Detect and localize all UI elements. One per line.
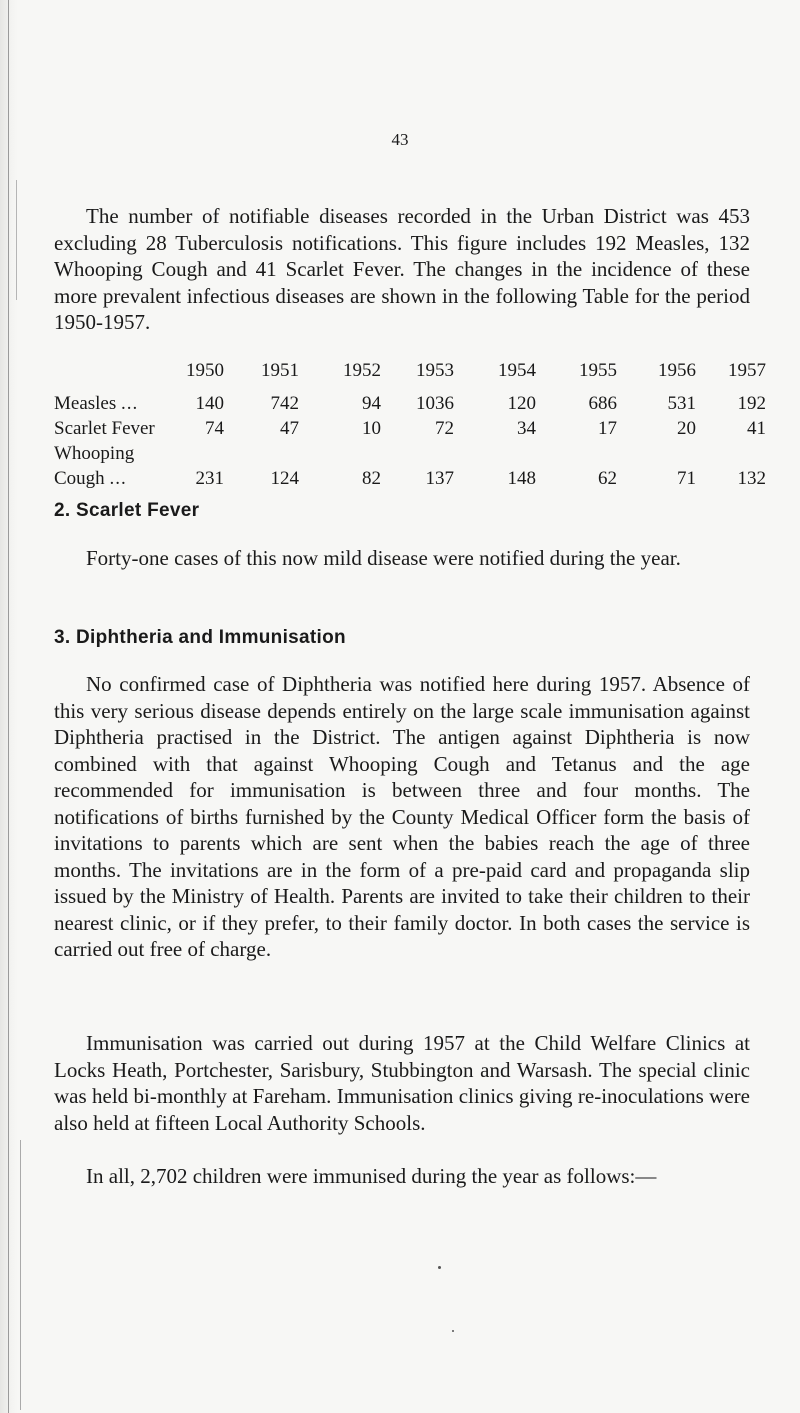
table-cell: 74: [205, 418, 224, 439]
year-header: 1953: [416, 360, 454, 381]
table-cell: 20: [677, 418, 696, 439]
row-label: Whooping: [54, 443, 135, 464]
intro-paragraph: [54, 203, 750, 336]
table-cell: 94: [362, 393, 381, 414]
scan-border-line: [8, 0, 9, 1413]
year-header: 1957: [728, 360, 766, 381]
scan-speck: [438, 1266, 441, 1269]
section-heading-diphtheria: 3. Diphtheria and Immunisation: [54, 627, 346, 648]
immunised-total-text: In all, 2,702 children were immunised during the year as follows:—: [86, 1164, 657, 1188]
table-row-whooping-label: [54, 443, 744, 468]
section-heading-scarlet-fever: 2. Scarlet Fever: [54, 500, 200, 521]
scarlet-fever-paragraph: [54, 545, 750, 572]
table-cell: 148: [507, 468, 536, 489]
table-cell: 72: [435, 418, 454, 439]
page-number: 43: [391, 130, 409, 149]
year-header: 1956: [658, 360, 696, 381]
table-cell: 71: [677, 468, 696, 489]
year-header: 1950: [186, 360, 224, 381]
table-cell: 47: [280, 418, 299, 439]
table-cell: 531: [667, 393, 696, 414]
table-cell: 137: [425, 468, 454, 489]
table-cell: 231: [195, 468, 224, 489]
year-header: 1952: [343, 360, 381, 381]
immunisation-clinics-paragraph: [54, 1030, 750, 1136]
table-cell: 82: [362, 468, 381, 489]
table-cell: 132: [737, 468, 766, 489]
row-label: Scarlet Fever: [54, 418, 155, 439]
table-cell: 192: [737, 393, 766, 414]
scan-border-line: [20, 1140, 21, 1410]
table-cell: 34: [517, 418, 536, 439]
table-row-whooping-cough: [54, 468, 766, 493]
table-cell: 742: [270, 393, 299, 414]
table-cell: 62: [598, 468, 617, 489]
table-cell: 10: [362, 418, 381, 439]
year-header: 1954: [498, 360, 536, 381]
row-label: Cough ...: [54, 468, 127, 489]
scan-speck: [452, 1330, 454, 1332]
table-cell: 120: [507, 393, 536, 414]
scan-border-line: [16, 180, 17, 300]
year-header: 1955: [579, 360, 617, 381]
diphtheria-paragraph: [54, 671, 750, 963]
diphtheria-text: No confirmed case of Diphtheria was notified here during 1957. Absence of this very serious disease depends entirely on the large scale immunisation against Diphtheria practised in the District. The antigen against Diphtheria is now combined with that against Whooping Cough and Tetanus and the age recommended for immunisation is between three and four months. The notifications of births furnished by the County Medical Officer form the basis of invitations to parents which are sent when the babies reach the age of three months. The invitations are in the form of a pre-paid card and propaganda slip issued by the Ministry of Health. Parents are invited to take their children to their nearest clinic, or if they prefer, to their family doctor. In both cases the service is carried out free of charge.: [54, 672, 750, 961]
table-cell: 1036: [416, 393, 454, 414]
immunised-total-paragraph: [54, 1163, 750, 1190]
table-cell: 124: [270, 468, 299, 489]
table-row-measles: [54, 393, 766, 418]
row-label: Measles ...: [54, 393, 139, 414]
scarlet-fever-text: Forty-one cases of this now mild disease were notified during the year.: [86, 546, 681, 570]
immunisation-clinics-text: Immunisation was carried out during 1957 at the Child Welfare Clinics at Locks Heath, Portchester, Sarisbury, Stubbington and Warsash. The special clinic was held bi-monthly at Fareham. Immunisation clinics giving re-inoculations were also held at fifteen Local Authority Schools.: [54, 1031, 750, 1135]
table-cell: 686: [588, 393, 617, 414]
table-row-scarlet-fever: [54, 418, 766, 443]
table-cell: 140: [195, 393, 224, 414]
table-header-row: [54, 360, 766, 385]
year-header: 1951: [261, 360, 299, 381]
intro-text: The number of notifiable diseases recorded in the Urban District was 453 excluding 28 Tuberculosis notifications. This figure includes 192 Measles, 132 Whooping Cough and 41 Scarlet Fever. The changes in the incidence of these more prevalent infectious diseases are shown in the following Table for the period 1950-1957.: [54, 204, 750, 334]
table-cell: 17: [598, 418, 617, 439]
disease-table: [54, 360, 766, 493]
table-cell: 41: [747, 418, 766, 439]
